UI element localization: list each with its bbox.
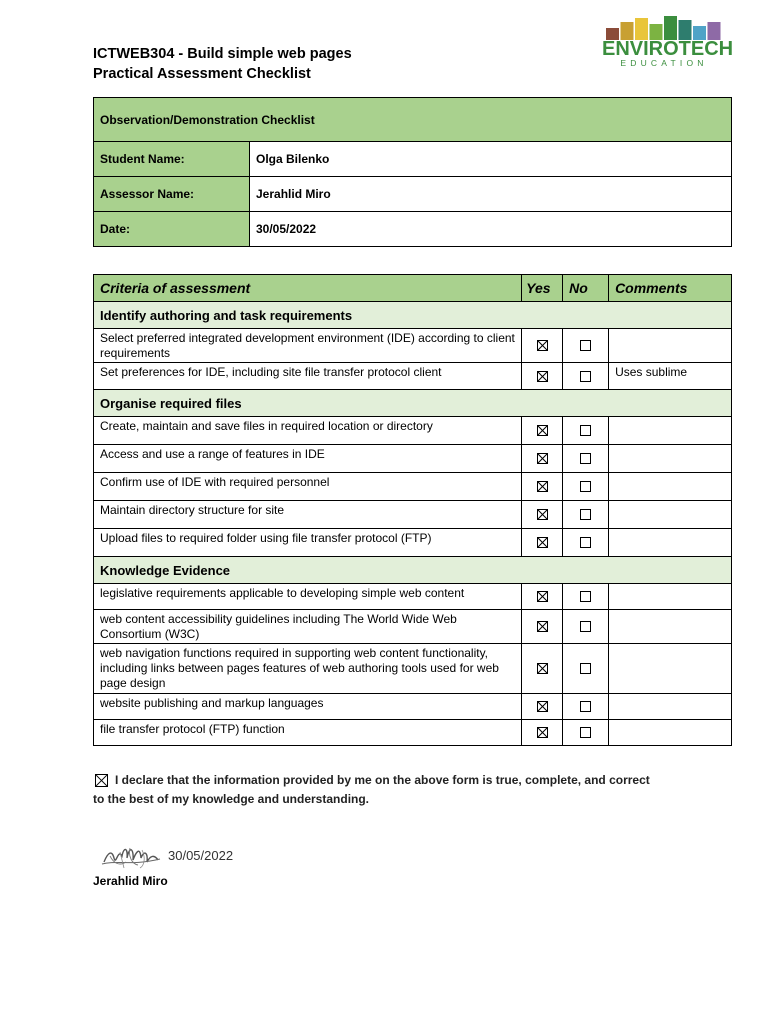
no-checkbox[interactable] xyxy=(580,371,591,382)
comment-cell xyxy=(609,445,732,473)
no-cell xyxy=(563,417,609,445)
assessment-checklist-table xyxy=(93,274,732,746)
declaration-line-1: I declare that the information provided by me on the above form is true, complete, and correct xyxy=(115,773,650,787)
section-row xyxy=(94,390,732,417)
criteria-text: Confirm use of IDE with required personnel xyxy=(94,473,522,501)
comments-header: Comments xyxy=(609,275,732,302)
criteria-row xyxy=(94,584,732,610)
section-title: Organise required files xyxy=(94,390,732,417)
comment-cell xyxy=(609,694,732,720)
no-checkbox[interactable] xyxy=(580,509,591,520)
yes-cell xyxy=(522,473,563,501)
declaration-line-2: to the best of my knowledge and understanding. xyxy=(93,792,370,806)
yes-checkbox[interactable] xyxy=(537,453,548,464)
no-cell xyxy=(563,473,609,501)
yes-cell xyxy=(522,610,563,644)
logo-bar xyxy=(635,18,648,40)
title-line-1: ICTWEB304 - Build simple web pages xyxy=(93,46,352,62)
no-cell xyxy=(563,720,609,746)
assessor-name-label: Assessor Name: xyxy=(94,177,250,212)
criteria-header: Criteria of assessment xyxy=(94,275,522,302)
no-checkbox[interactable] xyxy=(580,537,591,548)
criteria-text: web navigation functions required in supporting web content functionality, including links between pages features of web authoring tools used for web page design xyxy=(94,644,522,694)
comment-cell xyxy=(609,584,732,610)
criteria-row xyxy=(94,501,732,529)
comment-cell xyxy=(609,501,732,529)
yes-checkbox[interactable] xyxy=(537,591,548,602)
criteria-row xyxy=(94,473,732,501)
yes-cell xyxy=(522,329,563,363)
no-checkbox[interactable] xyxy=(580,701,591,712)
no-cell xyxy=(563,694,609,720)
yes-checkbox[interactable] xyxy=(537,509,548,520)
yes-checkbox[interactable] xyxy=(537,537,548,548)
yes-cell xyxy=(522,529,563,557)
declaration xyxy=(93,771,693,809)
yes-cell xyxy=(522,644,563,694)
yes-cell xyxy=(522,363,563,390)
criteria-row xyxy=(94,445,732,473)
criteria-text: Maintain directory structure for site xyxy=(94,501,522,529)
no-cell xyxy=(563,363,609,390)
info-table xyxy=(93,97,732,247)
yes-cell xyxy=(522,584,563,610)
comment-cell xyxy=(609,720,732,746)
student-name-label: Student Name: xyxy=(94,142,250,177)
section-title: Knowledge Evidence xyxy=(94,557,732,584)
no-cell xyxy=(563,501,609,529)
criteria-text: website publishing and markup languages xyxy=(94,694,522,720)
declaration-checkbox[interactable] xyxy=(95,774,108,787)
logo-buildings-icon xyxy=(602,14,726,40)
no-checkbox[interactable] xyxy=(580,591,591,602)
no-checkbox[interactable] xyxy=(580,727,591,738)
title-line-2: Practical Assessment Checklist xyxy=(93,66,311,82)
yes-checkbox[interactable] xyxy=(537,621,548,632)
yes-cell xyxy=(522,720,563,746)
yes-checkbox[interactable] xyxy=(537,727,548,738)
criteria-row xyxy=(94,363,732,390)
yes-cell xyxy=(522,417,563,445)
yes-checkbox[interactable] xyxy=(537,340,548,351)
section-title: Identify authoring and task requirements xyxy=(94,302,732,329)
assessor-name-value: Jerahlid Miro xyxy=(250,177,732,212)
logo-bar xyxy=(679,20,692,40)
criteria-text: Create, maintain and save files in required location or directory xyxy=(94,417,522,445)
comment-cell xyxy=(609,644,732,694)
criteria-row xyxy=(94,720,732,746)
signature-image xyxy=(100,838,162,872)
no-cell xyxy=(563,610,609,644)
no-cell xyxy=(563,329,609,363)
logo-subtext: EDUCATION xyxy=(620,58,708,68)
comment-cell xyxy=(609,473,732,501)
criteria-row xyxy=(94,694,732,720)
yes-checkbox[interactable] xyxy=(537,371,548,382)
comment-cell xyxy=(609,417,732,445)
logo-bar xyxy=(664,16,677,40)
comment-cell xyxy=(609,529,732,557)
no-checkbox[interactable] xyxy=(580,663,591,674)
yes-checkbox[interactable] xyxy=(537,663,548,674)
logo-text: ENVIROTECH xyxy=(602,38,734,60)
section-row xyxy=(94,302,732,329)
criteria-text: file transfer protocol (FTP) function xyxy=(94,720,522,746)
no-cell xyxy=(563,445,609,473)
no-checkbox[interactable] xyxy=(580,453,591,464)
document-title xyxy=(93,44,352,84)
criteria-text: Upload files to required folder using file transfer protocol (FTP) xyxy=(94,529,522,557)
envirotech-logo xyxy=(602,14,734,72)
yes-cell xyxy=(522,501,563,529)
comment-cell: Uses sublime xyxy=(609,363,732,390)
criteria-text: web content accessibility guidelines including The World Wide Web Consortium (W3C) xyxy=(94,610,522,644)
signature-date: 30/05/2022 xyxy=(168,848,234,863)
no-cell xyxy=(563,644,609,694)
criteria-text: Set preferences for IDE, including site file transfer protocol client xyxy=(94,363,522,390)
no-cell xyxy=(563,584,609,610)
yes-checkbox[interactable] xyxy=(537,425,548,436)
no-checkbox[interactable] xyxy=(580,425,591,436)
criteria-row xyxy=(94,329,732,363)
yes-cell xyxy=(522,694,563,720)
date-value: 30/05/2022 xyxy=(250,212,732,247)
yes-cell xyxy=(522,445,563,473)
student-name-value: Olga Bilenko xyxy=(250,142,732,177)
criteria-row xyxy=(94,529,732,557)
criteria-text: legislative requirements applicable to developing simple web content xyxy=(94,584,522,610)
no-checkbox[interactable] xyxy=(580,481,591,492)
date-label: Date: xyxy=(94,212,250,247)
signer-name: Jerahlid Miro xyxy=(93,874,168,888)
no-header: No xyxy=(563,275,609,302)
yes-checkbox[interactable] xyxy=(537,481,548,492)
checklist-header-row xyxy=(94,275,732,302)
info-table-title: Observation/Demonstration Checklist xyxy=(94,98,732,142)
criteria-text: Access and use a range of features in IDE xyxy=(94,445,522,473)
no-cell xyxy=(563,529,609,557)
comment-cell xyxy=(609,610,732,644)
criteria-row xyxy=(94,644,732,694)
section-row xyxy=(94,557,732,584)
yes-header: Yes xyxy=(522,275,563,302)
criteria-text: Select preferred integrated development environment (IDE) according to client requirements xyxy=(94,329,522,363)
yes-checkbox[interactable] xyxy=(537,701,548,712)
comment-cell xyxy=(609,329,732,363)
no-checkbox[interactable] xyxy=(580,621,591,632)
criteria-row xyxy=(94,417,732,445)
no-checkbox[interactable] xyxy=(580,340,591,351)
criteria-row xyxy=(94,610,732,644)
